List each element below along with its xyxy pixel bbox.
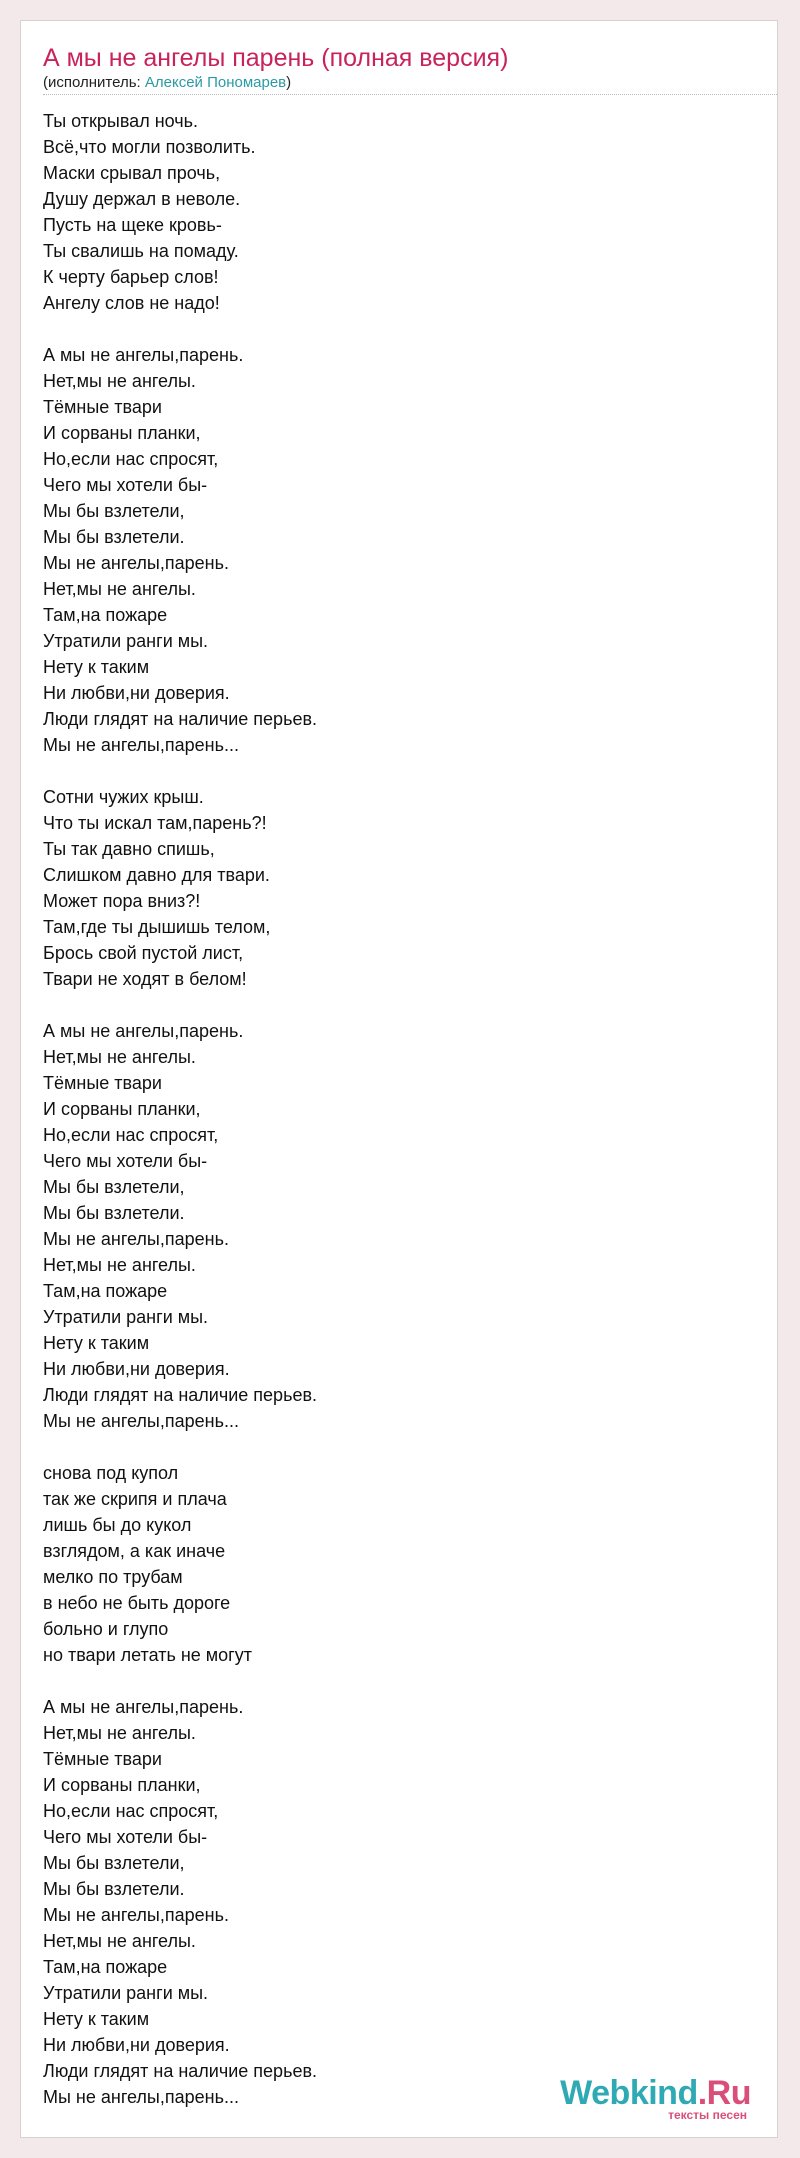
lyric-line: Ты так давно спишь, (43, 839, 215, 859)
lyric-line: снова под купол (43, 1463, 179, 1483)
lyric-line: Ни любви,ни доверия. (43, 1359, 230, 1379)
lyric-line: И сорваны планки, (43, 423, 201, 443)
performer-line (43, 73, 291, 93)
logo-tagline: тексты песен (668, 2108, 747, 2122)
lyric-line: Там,где ты дышишь телом, (43, 917, 271, 937)
lyric-line: Мы бы взлетели, (43, 501, 185, 521)
lyric-line: Мы не ангелы,парень... (43, 735, 239, 755)
song-title: А мы не ангелы парень (полная версия) (43, 44, 509, 72)
lyric-line: Слишком давно для твари. (43, 865, 270, 885)
lyric-line: Мы бы взлетели, (43, 1177, 185, 1197)
lyric-line: больно и глупо (43, 1619, 169, 1639)
lyric-line: Мы не ангелы,парень... (43, 2087, 239, 2107)
lyric-line: Мы не ангелы,парень... (43, 1411, 239, 1431)
lyric-line: И сорваны планки, (43, 1099, 201, 1119)
logo-web-text: Webkind (560, 2074, 698, 2112)
lyric-line: А мы не ангелы,парень. (43, 345, 244, 365)
lyric-line: Ни любви,ни доверия. (43, 683, 230, 703)
lyric-line: Нету к таким (43, 2009, 150, 2029)
stanza-break (43, 758, 743, 784)
lyric-line: Мы не ангелы,парень. (43, 1905, 229, 1925)
stanza-break (43, 316, 743, 342)
lyric-line: А мы не ангелы,парень. (43, 1021, 244, 1041)
lyric-line: Всё,что могли позволить. (43, 137, 256, 157)
lyric-line: Нету к таким (43, 657, 150, 677)
lyric-line: Чего мы хотели бы- (43, 475, 208, 495)
lyric-line: Маски срывал прочь, (43, 163, 221, 183)
lyric-line: Нету к таким (43, 1333, 150, 1353)
lyric-line: Нет,мы не ангелы. (43, 371, 196, 391)
lyric-line: Нет,мы не ангелы. (43, 579, 196, 599)
lyric-line: Мы бы взлетели. (43, 1879, 185, 1899)
webkind-logo[interactable] (560, 2075, 751, 2121)
lyrics-text (43, 108, 743, 2110)
lyric-line: Может пора вниз?! (43, 891, 201, 911)
lyric-line: Брось свой пустой лист, (43, 943, 244, 963)
lyric-line: Ангелу слов не надо! (43, 293, 220, 313)
lyric-line: Сотни чужих крыш. (43, 787, 204, 807)
lyric-line: так же скрипя и плача (43, 1489, 227, 1509)
lyric-line: Мы не ангелы,парень. (43, 553, 229, 573)
lyric-line: К черту барьер слов! (43, 267, 219, 287)
lyric-line: Ты открывал ночь. (43, 111, 199, 131)
lyric-line: Люди глядят на наличие перьев. (43, 709, 318, 729)
lyric-line: Мы бы взлетели. (43, 527, 185, 547)
lyric-line: Мы бы взлетели, (43, 1853, 185, 1873)
lyric-line: мелко по трубам (43, 1567, 183, 1587)
lyric-line: Мы бы взлетели. (43, 1203, 185, 1223)
lyric-line: Что ты искал там,парень?! (43, 813, 267, 833)
lyric-line: Ни любви,ни доверия. (43, 2035, 230, 2055)
lyric-line: Тёмные твари (43, 1749, 162, 1769)
performer-link[interactable]: Алексей Пономарев (144, 74, 287, 91)
lyric-line: Твари не ходят в белом! (43, 969, 247, 989)
lyric-line: Там,на пожаре (43, 1281, 168, 1301)
lyric-line: Ты свалишь на помаду. (43, 241, 239, 261)
lyric-line: Там,на пожаре (43, 1957, 168, 1977)
lyric-line: но твари летать не могут (43, 1645, 252, 1665)
logo-ru-text: .Ru (697, 2074, 751, 2112)
stanza-break (43, 1668, 743, 1694)
lyric-line: Там,на пожаре (43, 605, 168, 625)
lyric-line: лишь бы до кукол (43, 1515, 192, 1535)
lyric-line: Люди глядят на наличие перьев. (43, 1385, 318, 1405)
performer-suffix: ) (286, 74, 292, 91)
lyric-line: Нет,мы не ангелы. (43, 1931, 196, 1951)
lyric-line: Но,если нас спросят, (43, 1801, 219, 1821)
lyric-line: Утратили ранги мы. (43, 1983, 209, 2003)
stanza-break (43, 1434, 743, 1460)
lyric-line: Но,если нас спросят, (43, 1125, 219, 1145)
lyric-line: Утратили ранги мы. (43, 1307, 209, 1327)
lyric-line: Чего мы хотели бы- (43, 1151, 208, 1171)
lyric-line: А мы не ангелы,парень. (43, 1697, 244, 1717)
lyric-line: Чего мы хотели бы- (43, 1827, 208, 1847)
lyric-line: Тёмные твари (43, 397, 162, 417)
lyrics-card (20, 20, 778, 2138)
lyric-line: Нет,мы не ангелы. (43, 1255, 196, 1275)
lyric-line: Нет,мы не ангелы. (43, 1723, 196, 1743)
title-divider (43, 94, 777, 95)
stanza-break (43, 992, 743, 1018)
lyric-line: И сорваны планки, (43, 1775, 201, 1795)
logo-wordmark (560, 2075, 751, 2111)
lyric-line: Душу держал в неволе. (43, 189, 241, 209)
lyric-line: Мы не ангелы,парень. (43, 1229, 229, 1249)
lyric-line: Тёмные твари (43, 1073, 162, 1093)
lyric-line: взглядом, а как иначе (43, 1541, 226, 1561)
lyric-line: Но,если нас спросят, (43, 449, 219, 469)
lyric-line: Нет,мы не ангелы. (43, 1047, 196, 1067)
performer-prefix: (исполнитель: (43, 74, 145, 91)
lyric-line: Пусть на щеке кровь- (43, 215, 222, 235)
lyric-line: Утратили ранги мы. (43, 631, 209, 651)
lyric-line: в небо не быть дороге (43, 1593, 231, 1613)
lyric-line: Люди глядят на наличие перьев. (43, 2061, 318, 2081)
